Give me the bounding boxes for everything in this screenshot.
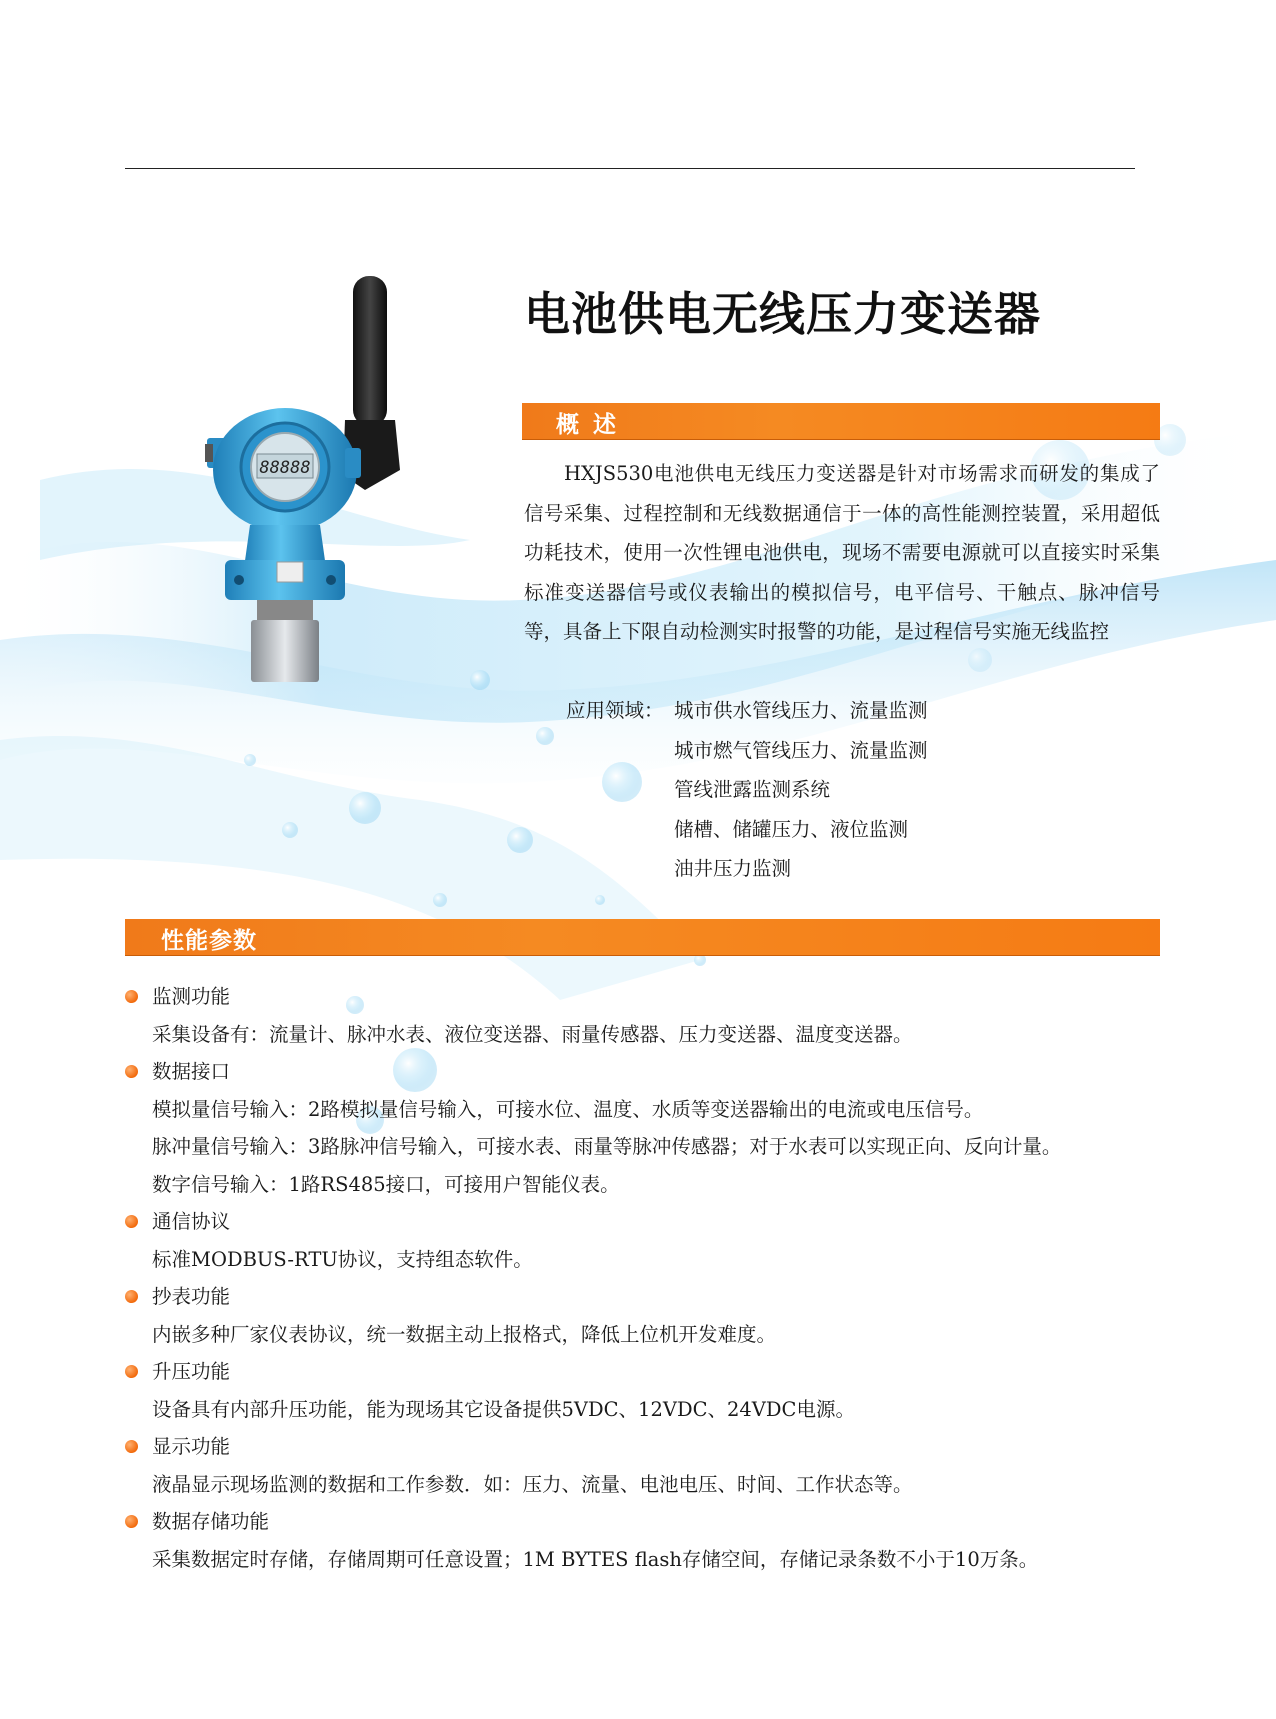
application-item: 油井压力监测	[674, 857, 792, 880]
lcd-display: 88888	[259, 458, 311, 478]
application-item: 管线泄露监测系统	[674, 778, 831, 801]
feature-line: 设备具有内部升压功能，能为现场其它设备提供5VDC、12VDC、24VDC电源。	[152, 1397, 855, 1421]
page-title: 电池供电无线压力变送器	[524, 287, 1041, 341]
feature-line: 模拟量信号输入：2路模拟量信号输入，可接水位、温度、水质等变送器输出的电流或电压信号。	[152, 1097, 984, 1121]
feature-title: 数据接口	[125, 1053, 1165, 1091]
application-item: 城市燃气管线压力、流量监测	[674, 738, 928, 762]
feature-line: 数字信号输入：1路RS485接口，可接用户智能仪表。	[152, 1172, 620, 1196]
feature-title: 数据存储功能	[125, 1503, 1165, 1541]
feature-line: 标准MODBUS-RTU协议，支持组态软件。	[152, 1247, 533, 1271]
feature-title: 监测功能	[125, 978, 1165, 1016]
bullet-dot-icon	[125, 1065, 138, 1078]
applications-label: 应用领域：	[566, 699, 664, 722]
pressure-transmitter-image	[195, 270, 435, 690]
application-item: 储槽、储罐压力、液位监测	[674, 817, 909, 841]
feature-line: 液晶显示现场监测的数据和工作参数．如：压力、流量、电池电压、时间、工作状态等。	[152, 1472, 913, 1496]
top-rule	[125, 168, 1135, 169]
bullet-dot-icon	[125, 1290, 138, 1303]
performance-heading-bar	[125, 919, 1160, 955]
bullet-dot-icon	[125, 1515, 138, 1528]
feature-line: 内嵌多种厂家仪表协议，统一数据主动上报格式，降低上位机开发难度。	[152, 1322, 777, 1346]
performance-list	[125, 978, 1165, 1578]
overview-heading: 概述	[556, 412, 630, 438]
applications	[566, 691, 928, 889]
feature-title: 抄表功能	[125, 1278, 1165, 1316]
bullet-dot-icon	[125, 1365, 138, 1378]
overview-paragraph: HXJS530电池供电无线压力变送器是针对市场需求而研发的集成了信号采集、过程控制和无线数据通信于一体的高性能测控装置，采用超低功耗技术，使用一次性锂电池供电，现场不需要电源就可以直接实时采集标准变送器信号或仪表输出的模拟信号，电平信号、干触点、脉冲信号等，具备上下限自动检测实时报警的功能，是过程信号实施无线监控	[524, 462, 1160, 643]
feature-title: 显示功能	[125, 1428, 1165, 1466]
overview-heading-bar	[522, 403, 1160, 439]
feature-line: 采集设备有：流量计、脉冲水表、液位变送器、雨量传感器、压力变送器、温度变送器。	[152, 1022, 913, 1046]
feature-line: 采集数据定时存储，存储周期可任意设置；1M BYTES flash存储空间，存储记录条数不小于10万条。	[152, 1547, 1039, 1571]
bullet-dot-icon	[125, 1215, 138, 1228]
feature-line: 脉冲量信号输入：3路脉冲信号输入，可接水表、雨量等脉冲传感器；对于水表可以实现正向、反向计量。	[152, 1135, 1062, 1158]
bullet-dot-icon	[125, 1440, 138, 1453]
antenna	[353, 276, 387, 426]
feature-title: 通信协议	[125, 1203, 1165, 1241]
bullet-dot-icon	[125, 990, 138, 1003]
application-item: 城市供水管线压力、流量监测	[674, 699, 928, 722]
feature-title: 升压功能	[125, 1353, 1165, 1391]
performance-heading: 性能参数	[161, 928, 257, 954]
